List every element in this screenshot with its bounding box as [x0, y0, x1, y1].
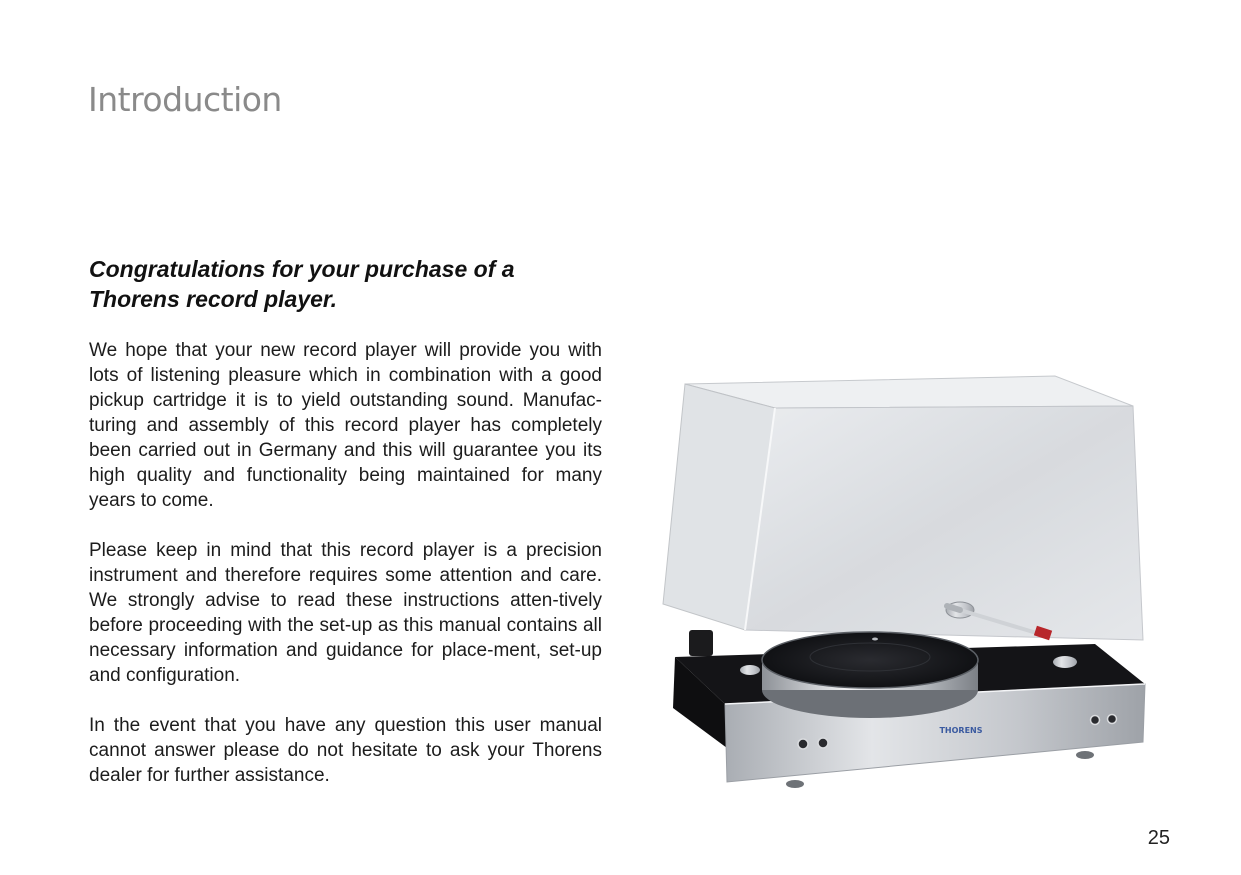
hinge-left	[689, 630, 713, 656]
turntable-illustration	[655, 372, 1155, 792]
pod-right	[1053, 656, 1077, 668]
section-title: Introduction	[88, 80, 282, 119]
lead-heading-line-2: Thorens record player.	[89, 286, 337, 312]
speed-33-button	[1091, 716, 1100, 725]
paragraph-3: In the event that you have any question this user manual cannot answer please do not hesitate to ask your Thorens dealer for further assistance.	[89, 715, 602, 786]
power-button	[798, 739, 808, 749]
spindle	[872, 638, 878, 641]
paragraph-2: Please keep in mind that this record player is a precision instrument and therefore requires some attention and care. We strongly advise to read these instructions atten-tively before proceeding with the set-up as this manual contains all necessary information and guidance for place-ment, set-up and configuration.	[89, 540, 602, 686]
page-number: 25	[1147, 827, 1170, 849]
paragraph-1: We hope that your new record player will provide you with lots of listening pleasure which in combination with a good pickup cartridge it is to yield outstanding sound. Manufac-turing and assembly of this record player has completely been carried out in Germany and this will guarantee you its high quality and functionality being maintained for many years to come.	[89, 340, 602, 511]
lead-heading-line-1: Congratulations for your purchase of a	[89, 256, 515, 282]
speed-45-button	[1108, 715, 1117, 724]
start-button	[818, 738, 828, 748]
brand-label: THORENS	[939, 726, 983, 735]
body-text	[89, 338, 602, 813]
lead-heading	[89, 254, 609, 314]
turntable-photo	[655, 372, 1155, 792]
pod-left	[740, 665, 760, 675]
dust-cover	[663, 376, 1143, 640]
foot-front-left	[786, 780, 804, 788]
platter	[762, 632, 978, 718]
foot-front-right	[1076, 751, 1094, 759]
